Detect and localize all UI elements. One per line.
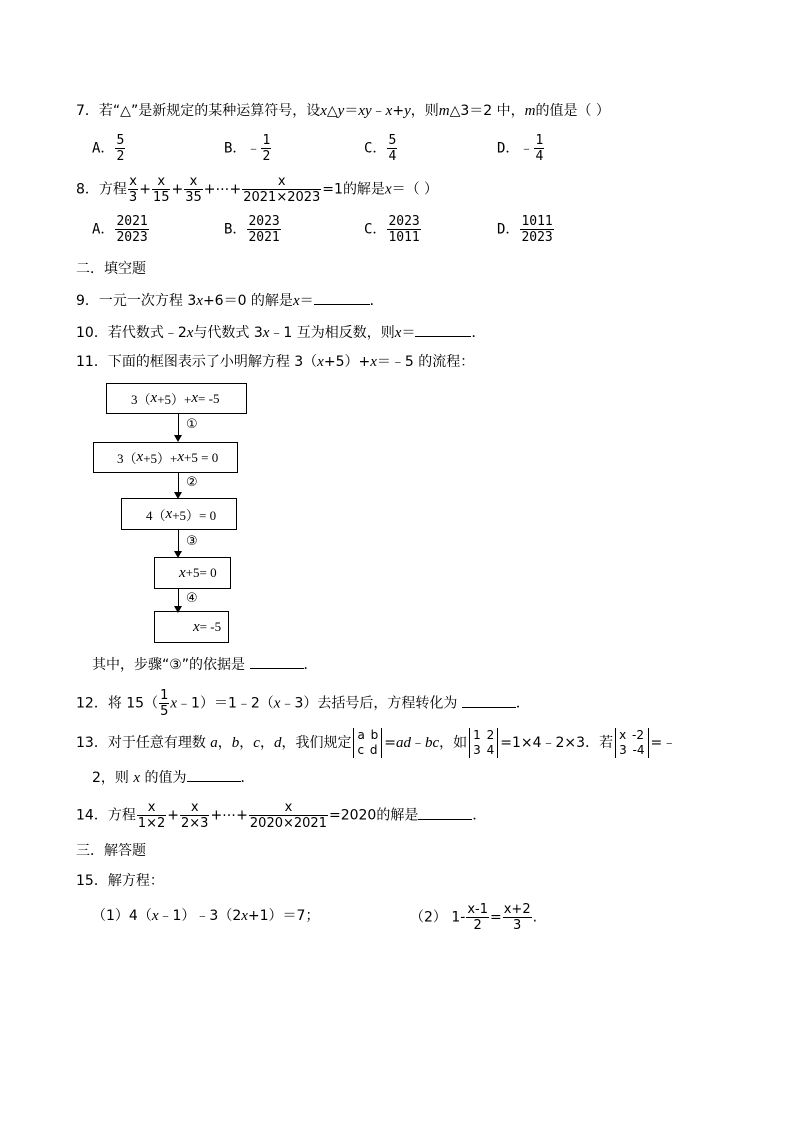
fraction: $\frac{x}{2021\times 2023}$ (243, 174, 321, 205)
q7-option-b: B．﹣ $\frac{1}{2}$ (224, 133, 271, 164)
fraction: $\frac{1}{2}$ (262, 133, 271, 164)
answer-blank[interactable] (314, 290, 370, 305)
fraction: $\frac{x}{1\times 2}$ (137, 800, 166, 831)
fraction: $\frac{2021}{2023}$ (116, 214, 148, 245)
question-11: 11．下面的框图表示了小明解方程 3（x+5）+x＝﹣5 的流程： (76, 354, 475, 370)
fraction: $\frac{1}{5}$ (160, 688, 169, 719)
flow-arrow-3 (178, 530, 179, 552)
question-15-part-1: （1）4（x﹣1）﹣3（2x+1）＝7； (92, 908, 320, 924)
determinant: a b c d (353, 728, 382, 758)
answer-blank[interactable] (462, 693, 516, 708)
q8-option-c: C． $\frac{2023}{1011}$ (364, 214, 420, 245)
question-9: 9．一元一次方程 3x+6＝0 的解是x＝ ． (76, 290, 384, 311)
fraction: $\frac{x}{2020\times 2021}$ (249, 800, 327, 831)
question-8: 8．方程 $\frac{x}{3}$ + $\frac{x}{15}$ + $\frac{x}{35}$ +⋯+ $\frac{x}{2021\times 2023}$ =1的解是x＝（ ） (76, 174, 439, 205)
fraction: $\frac{x-1}{2}$ (467, 902, 488, 933)
answer-blank[interactable] (415, 322, 471, 337)
answer-blank[interactable] (187, 767, 241, 782)
step-1-label: ① (186, 417, 198, 432)
flow-box-3: 4（ x +5）= 0 (121, 498, 237, 530)
flow-box-4: x +5= 0 (154, 557, 231, 589)
determinant: 1 2 3 4 (469, 728, 498, 758)
answer-blank[interactable] (418, 805, 472, 820)
answer-blank[interactable] (250, 654, 304, 669)
fraction: $\frac{1011}{2023}$ (521, 214, 553, 245)
q8-option-b: B． $\frac{2023}{2021}$ (224, 214, 280, 245)
question-13: 13．对于任意有理数 a，b，c，d，我们规定 a b c d =ad﹣bc，如 1 2 3 4 =1×4﹣2×3．若 x -2 3 -4 =﹣ (76, 728, 677, 757)
question-14: 14．方程 $\frac{x}{1\times 2}$ + $\frac{x}{2\times 3}$ +⋯+ $\frac{x}{2020\times 2021}$ =2020的解是 ． (76, 800, 487, 831)
flow-box-5: x = -5 (154, 611, 229, 643)
q7-option-c: C． $\frac{5}{4}$ (364, 133, 397, 164)
flow-arrow-1 (178, 414, 179, 436)
fraction: $\frac{x}{15}$ (152, 174, 170, 205)
flow-box-1: 3（ x +5）+ x = -5 (106, 383, 247, 414)
fraction: $\frac{2023}{1011}$ (388, 214, 420, 245)
q8-option-a: A． $\frac{2021}{2023}$ (92, 214, 148, 245)
flow-box-2: 3（ x +5）+ x +5 = 0 (93, 442, 238, 473)
question-13-continued: 2，则 x 的值为 ． (92, 767, 255, 788)
question-10: 10．若代数式﹣2x与代数式 3x﹣1 互为相反数，则x＝ ． (76, 322, 485, 343)
fraction: $\frac{x}{2\times 3}$ (181, 800, 209, 831)
fraction: $\frac{1}{4}$ (535, 133, 544, 164)
flow-arrowhead-1 (174, 435, 182, 442)
flow-arrow-2 (178, 473, 179, 493)
fraction: $\frac{x+2}{3}$ (503, 902, 531, 933)
section-heading-fill-in: 二．填空题 (76, 261, 146, 277)
determinant: x -2 3 -4 (615, 728, 648, 758)
question-7: 7．若“△”是新规定的某种运算符号，设x△y＝xy﹣x+y，则m△3＝2 中，m的值是（ ） (76, 103, 610, 119)
question-15: 15．解方程： (76, 873, 164, 889)
step-2-label: ② (186, 475, 198, 490)
fraction: $\frac{2023}{2021}$ (248, 214, 280, 245)
question-11-followup: 其中，步骤“③”的依据是 ． (92, 654, 318, 675)
question-12: 12．将 15（ $\frac{1}{5}$ x﹣1）＝1﹣2（x﹣3）去括号后，方程转化为 ． (76, 688, 530, 719)
fraction: $\frac{5}{2}$ (116, 133, 125, 164)
fraction: $\frac{5}{4}$ (388, 133, 397, 164)
q8-option-d: D． $\frac{1011}{2023}$ (497, 214, 553, 245)
q7-option-a: A． $\frac{5}{2}$ (92, 133, 125, 164)
q7-option-d: D．﹣ $\frac{1}{4}$ (497, 133, 544, 164)
step-4-label: ④ (186, 591, 198, 606)
fraction: $\frac{x}{3}$ (128, 174, 138, 205)
step-3-label: ③ (186, 534, 198, 549)
fraction: $\frac{x}{35}$ (185, 174, 202, 205)
section-heading-answer: 三．解答题 (76, 843, 146, 859)
question-15-part-2: （2） 1- $\frac{x-1}{2}$ = $\frac{x+2}{3}$ . (410, 902, 538, 933)
